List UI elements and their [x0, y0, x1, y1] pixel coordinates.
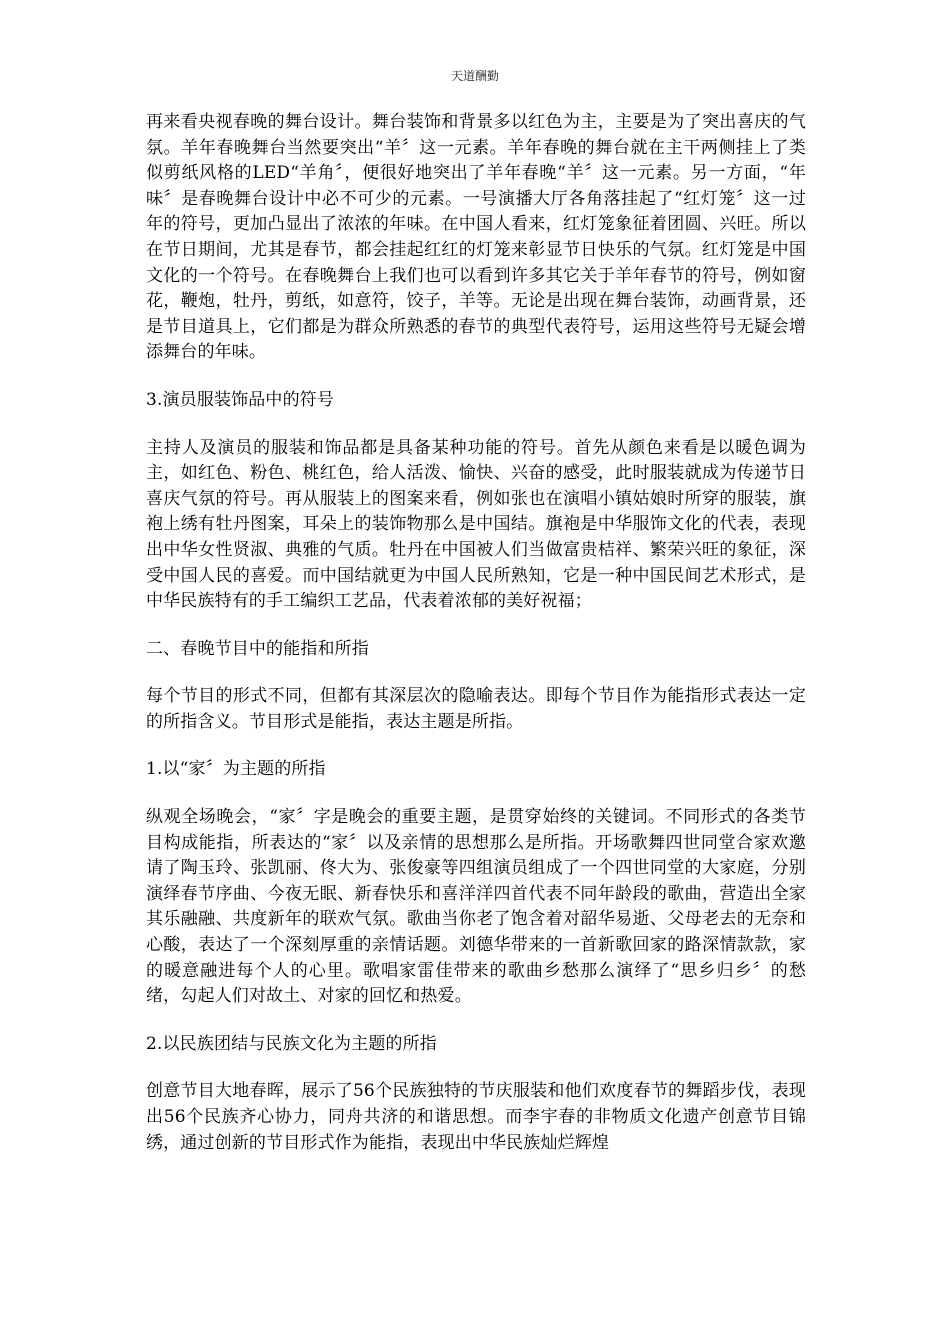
paragraph-stage-design: 再来看央视春晚的舞台设计。舞台装饰和背景多以红色为主，主要是为了突出喜庆的气氛。羊年春晚舞台当然要突出“羊〞这一元素。羊年春晚的舞台就在主干两侧挂上了类似剪纸风格的LED“羊角〞，便很好地突出了羊年春晚“羊〞这一元素。另一方面，“年味〞是春晚舞台设计中必不可少的元素。一号演播大厅各角落挂起了“红灯笼〞这一过年的符号，更加凸显出了浓浓的年味。在中国人看来，红灯笼象征着团圆、兴旺。所以在节日期间，尤其是春节，都会挂起红红的灯笼来彰显节日快乐的气氛。红灯笼是中国文化的一个符号。在春晚舞台上我们也可以看到许多其它关于羊年春节的符号，例如窗花，鞭炮，牡丹，剪纸，如意符，饺子，羊等。无论是出现在舞台装饰，动画背景，还是节目道具上，它们都是为群众所熟悉的春节的典型代表符号，运用这些符号无疑会增添舞台的年味。	[146, 112, 806, 363]
paragraph-ethnic-unity: 创意节目大地春晖，展示了56个民族独特的节庆服装和他们欢度春节的舞蹈步伐，表现出56个民族齐心协力，同舟共济的和谐思想。而李宇春的非物质文化遗产创意节目锦绣，通过创新的节目形式作为能指，表现出中华民族灿烂辉煌	[146, 1081, 806, 1153]
document-body	[146, 110, 806, 1178]
section-heading-family-theme: 1.以“家〞为主题的所指	[146, 759, 326, 780]
paragraph-costume: 主持人及演员的服装和饰品都是具备某种功能的符号。首先从颜色来看是以暖色调为主，如红色、粉色、桃红色，给人活泼、愉快、兴奋的感受，此时服装就成为传递节日喜庆气氛的符号。再从服装上的图案来看，例如张也在演唱小镇姑娘时所穿的服装，旗袍上绣有牡丹图案，耳朵上的装饰物那么是中国结。旗袍是中华服饰文化的代表，表现出中华女性贤淑、典雅的气质。牡丹在中国被人们当做富贵桔祥、繁荣兴旺的象征，深受中国人民的喜爱。而中国结就更为中国人民所熟知，它是一种中国民间艺术形式，是中华民族特有的手工编织工艺品，代表着浓郁的美好祝福；	[146, 437, 806, 612]
paragraph-program-forms: 每个节目的形式不同，但都有其深层次的隐喻表达。即每个节目作为能指形式表达一定的所指含义。节目形式是能指，表达主题是所指。	[146, 686, 806, 732]
section-heading-signifier-signified: 二、春晚节目中的能指和所指	[146, 638, 369, 659]
section-heading-costume-symbols: 3.演员服装饰品中的符号	[146, 389, 335, 410]
page-header: 天道酬勤	[450, 69, 499, 83]
paragraph-family: 纵观全场晚会，“家〞字是晚会的重要主题，是贯穿始终的关键词。不同形式的各类节目构成能指，所表达的“家〞以及亲情的思想那么是所指。开场歌舞四世同堂合家欢邀请了陶玉玲、张凯丽、佟大为、张俊豪等四组演员组成了一个四世同堂的大家庭，分别演绎春节序曲、今夜无眠、新春快乐和喜洋洋四首代表不同年龄段的歌曲，营造出全家其乐融融、共度新年的联欢气氛。歌曲当你老了饱含着对韶华易逝、父母老去的无奈和心酸，表达了一个深刻厚重的亲情话题。刘德华带来的一首新歌回家的路深情款款，家的暖意融进每个人的心里。歌唱家雷佳带来的歌曲乡愁那么演绎了“思乡归乡〞的愁绪，勾起人们对故土、对家的回忆和热爱。	[146, 807, 806, 1007]
section-heading-ethnic-unity: 2.以民族团结与民族文化为主题的所指	[146, 1033, 437, 1054]
